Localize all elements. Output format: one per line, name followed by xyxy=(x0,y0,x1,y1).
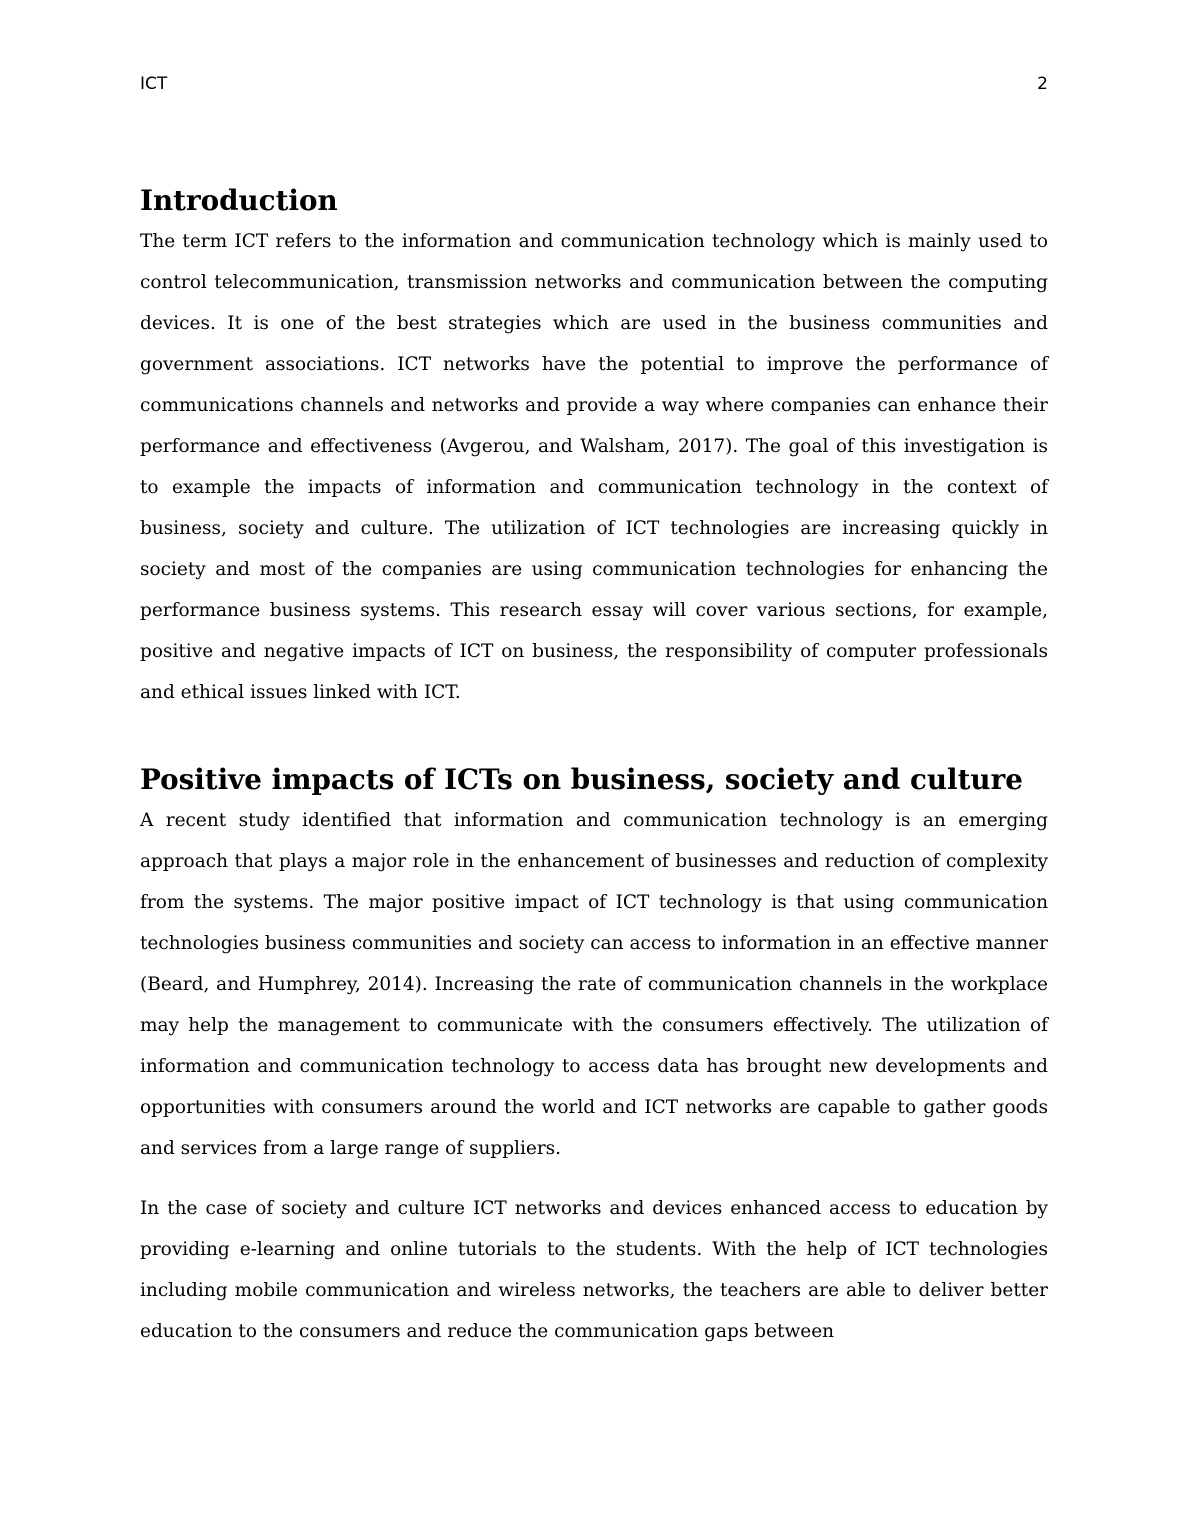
section-spacer xyxy=(140,713,1048,759)
positive-impacts-paragraph-2: In the case of society and culture ICT networks and devices enhanced access to education by providing e-learning and online tutorials to the students. With the help of ICT technologies including mobile communication and wireless networks, the teachers are able to deliver better education to the consumers and reduce the communication gaps between xyxy=(140,1198,1048,1342)
header-title: ICT xyxy=(140,74,168,94)
introduction-heading: Introduction xyxy=(140,184,338,217)
page-number: 2 xyxy=(1037,74,1048,94)
document-body xyxy=(140,180,1048,1352)
positive-impacts-heading: Positive impacts of ICTs on business, society and culture xyxy=(140,763,1023,796)
positive-impacts-paragraph-1: A recent study identified that information and communication technology is an emerging approach that plays a major role in the enhancement of businesses and reduction of complexity from the systems. The major positive impact of ICT technology is that using communication technologies business communities and society can access to information in an effective manner (Beard, and Humphrey, 2014). Increasing the rate of communication channels in the workplace may help the management to communicate with the consumers effectively. The utilization of information and communication technology to access data has brought new developments and opportunities with consumers around the world and ICT networks are capable to gather goods and services from a large range of suppliers. xyxy=(140,810,1048,1159)
paragraph-spacer xyxy=(140,1169,1048,1188)
introduction-paragraph: The term ICT refers to the information and communication technology which is mainly used to control telecommunication, transmission networks and communication between the computing devices. It is one of the best strategies which are used in the business communities and government associations. ICT networks have the potential to improve the performance of communications channels and networks and provide a way where companies can enhance their performance and effectiveness (Avgerou, and Walsham, 2017). The goal of this investigation is to example the impacts of information and communication technology in the context of business, society and culture. The utilization of ICT technologies are increasing quickly in society and most of the companies are using communication technologies for enhancing the performance business systems. This research essay will cover various sections, for example, positive and negative impacts of ICT on business, the responsibility of computer professionals and ethical issues linked with ICT. xyxy=(140,231,1048,703)
running-header xyxy=(140,72,1048,96)
